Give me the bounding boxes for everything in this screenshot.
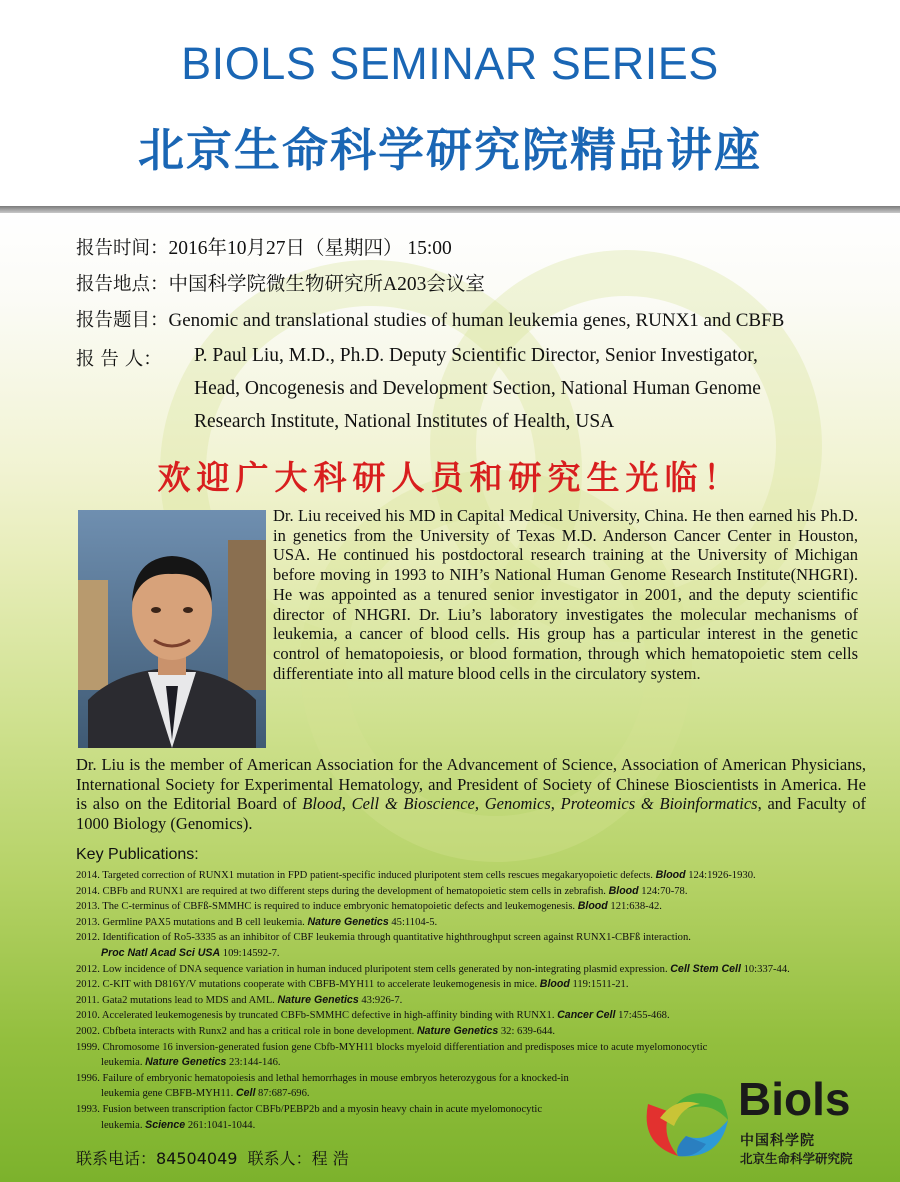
bio-separator: , [474, 794, 485, 814]
info-speaker-label-row [76, 345, 162, 371]
info-topic [76, 306, 784, 332]
speaker-label: 报 告 人： [76, 349, 162, 370]
journal-name: Bioscience [403, 794, 475, 814]
publication-item: 2013. The C-terminus of CBFß-SMMHC is required to induce embryonic hematopoietic defects and leukemogenesis. Blood 121:638-42. [76, 900, 662, 913]
journal-name: Proteomics & Bioinformatics [560, 794, 758, 814]
bio-paragraph-1: Dr. Liu received his MD in Capital Medical University, China. He then earned his Ph.D. in genetics from the University of Texas M.D. Anderson Cancer Center in Houston, USA. He continued his postdoctoral research training at the University of Michigan before moving in 1993 to NIH’s National Human Genome Research Institute(NHGRI). He was appointed as a tenured senior investigator in 2001, and the deputy scientific director of NHGRI. Dr. Liu’s laboratory investigates the molecular mechanisms of leukemia, a cancer of blood cells. His group has a particular interest in the genetic control of hematopoiesis, or blood formation, through which hematopoietic stem cells differentiate into all mature blood cells in the circulatory system. [273, 506, 858, 683]
time-value: 2016年10月27日（星期四） 15:00 [168, 238, 452, 259]
speaker-portrait-icon [78, 510, 266, 748]
series-title-cn: 北京生命科学研究院精品讲座 [138, 123, 762, 177]
bio-separator: , [341, 794, 352, 814]
contact-person-label: 联系人： [247, 1149, 312, 1168]
logo-wordmark: Biols [738, 1073, 851, 1125]
header-divider [0, 206, 900, 213]
contact-line [76, 1146, 349, 1169]
logo-cn-line1: 中国科学院 [740, 1133, 815, 1149]
publication-item: 2012. C-KIT with D816Y/V mutations cooperate with CBFB-MYH11 to accelerate leukemogenesis in mice. Blood 119:1511-21. [76, 978, 629, 991]
place-label: 报告地点： [76, 274, 169, 295]
publication-item: 1996. Failure of embryonic hematopoiesis and lethal hemorrhages in mouse embryos heterozygous for a knocked-in leukemia gene CBFB-MYH11. Cell 87:687-696. [76, 1072, 569, 1100]
journal-name: Cell & [351, 794, 398, 814]
speaker-line: Research Institute, National Institutes of Health, USA [194, 411, 615, 432]
header [0, 0, 900, 206]
publication-item: 2002. Cbfbeta interacts with Runx2 and has a critical role in bone development. Nature Genetics 32: 639-644. [76, 1024, 556, 1037]
bio-separator: , [550, 794, 561, 814]
phone-label: 联系电话： [76, 1149, 157, 1168]
journal-name: Genomics [484, 794, 551, 814]
topic-value: Genomic and translational studies of human leukemia genes, RUNX1 and CBFB [168, 310, 785, 331]
time-label: 报告时间： [76, 238, 169, 259]
bio-text: Dr. Liu is the member of American Association for the Advancement of Science, Association of American Physicians, International Society for Experimental Hematology, and President of Society of Chinese Bioscientists in America. He is also on the Editorial Board of [76, 755, 866, 814]
phone-number: 84504049 [156, 1149, 238, 1168]
publication-item: 2010. Accelerated leukemogenesis by truncated CBFb-SMMHC defective in high-affinity binding with RUNX1. Cancer Cell 17:455-468. [76, 1009, 670, 1022]
logo-cn-line2: 北京生命科学研究院 [740, 1151, 853, 1166]
publication-item: 2012. Identification of Ro5-3335 as an inhibitor of CBF leukemia through quantitative highthroughput screen against RUNX1-CBFß interaction. Proc Natl Acad Sci USA 109:14592-7. [76, 932, 691, 959]
bio-paragraph-2 [76, 755, 866, 834]
speaker-line: P. Paul Liu, M.D., Ph.D. Deputy Scientific Director, Senior Investigator, [194, 345, 758, 366]
publications-heading: Key Publications: [76, 846, 199, 863]
publication-item: 2014. Targeted correction of RUNX1 mutation in FPD patient-specific induced pluripotent stem cells rescues megakaryopoietic defects. Blood 124:1926-1930. [76, 869, 756, 881]
biols-emblem-icon [630, 1074, 738, 1174]
publication-item: 1999. Chromosome 16 inversion-generated fusion gene Cbfb-MYH11 blocks myeloid differentiation and predisposes mice to acute myelomonocytic leukemia. Nature Genetics 23:144-146. [76, 1041, 708, 1069]
publication-item: 2011. Gata2 mutations lead to MDS and AML. Nature Genetics 43:926-7. [76, 993, 403, 1006]
publication-item: 1993. Fusion between transcription factor CBFb/PEBP2b and a myosin heavy chain in acute myelomonocytic leukemia. Science 261:1041-1044. [76, 1103, 543, 1131]
publication-item: 2012. Low incidence of DNA sequence variation in human induced pluripotent stem cells generated by non-integrating plasmid expression. Cell Stem Cell 10:337-44. [76, 962, 790, 975]
series-title-en: BIOLS SEMINAR SERIES [181, 38, 719, 89]
publication-item: 2013. Germline PAX5 mutations and B cell leukemia. Nature Genetics 45:1104-5. [76, 915, 438, 928]
biols-logo [630, 1072, 890, 1177]
speaker-photo [78, 510, 266, 748]
welcome-banner: 欢迎广大科研人员和研究生光临！ [157, 458, 743, 497]
topic-label: 报告题目： [76, 310, 169, 331]
bio-text: , and Faculty of 1000 Biology (Genomics). [76, 794, 867, 834]
speaker-line: Head, Oncogenesis and Development Section, National Human Genome [194, 378, 761, 399]
journal-name: Blood [302, 794, 342, 814]
info-time [76, 232, 452, 260]
contact-person: 程 浩 [311, 1149, 349, 1168]
info-place [76, 268, 485, 296]
publication-item: 2014. CBFb and RUNX1 are required at two different steps during the development of hematopoietic stem cells in zebrafish. Blood 124:70-78. [76, 884, 688, 897]
place-value: 中国科学院微生物研究所A203会议室 [168, 274, 485, 295]
